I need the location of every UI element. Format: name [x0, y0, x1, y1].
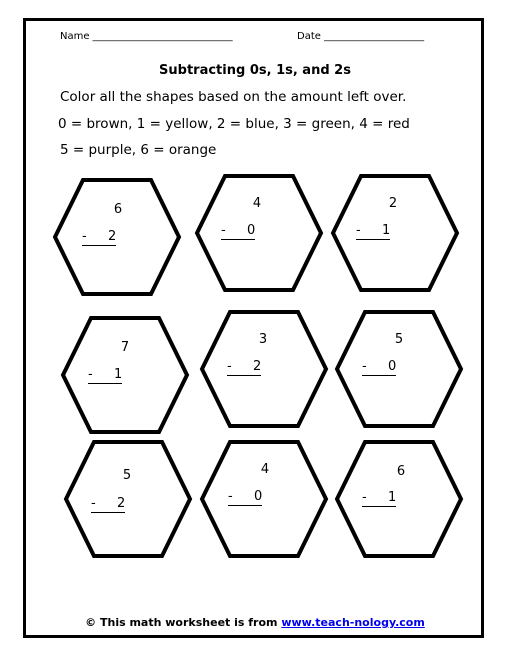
footer-text: © This math worksheet is from	[85, 616, 282, 629]
minus-sign: -	[362, 359, 367, 374]
minus-sign: -	[82, 229, 87, 244]
hexagon-shape	[330, 174, 460, 292]
subtrahend: 2	[108, 229, 117, 244]
hexagon-shape	[60, 316, 190, 434]
instructions: Color all the shapes based on the amount left over.	[60, 89, 407, 105]
hexagon-shape	[334, 310, 464, 428]
hexagon-problem	[63, 440, 193, 558]
hexagon-problem	[334, 310, 464, 428]
subtrahend-row	[88, 368, 122, 384]
hexagon-shape	[52, 178, 182, 296]
minus-sign: -	[88, 367, 93, 382]
hexagon-problem	[194, 174, 324, 292]
subtrahend-row	[82, 230, 116, 246]
hexagon-shape	[199, 310, 329, 428]
minus-sign: -	[228, 489, 233, 504]
hexagon-problem	[334, 440, 464, 558]
name-field-label: Name ____________________________	[60, 31, 233, 42]
minuend: 6	[113, 202, 123, 217]
subtrahend-row	[362, 360, 396, 376]
worksheet-title: Subtracting 0s, 1s, and 2s	[159, 63, 351, 78]
hexagon-shape	[194, 174, 324, 292]
subtrahend: 2	[253, 359, 262, 374]
footer-link[interactable]: www.teach-nology.com	[281, 616, 425, 629]
hexagon-shape	[63, 440, 193, 558]
hexagon-problem	[52, 178, 182, 296]
subtrahend-row	[356, 224, 390, 240]
hexagon-shape	[199, 440, 329, 558]
subtrahend: 1	[114, 367, 123, 382]
minus-sign: -	[356, 223, 361, 238]
subtrahend: 2	[117, 496, 126, 511]
subtrahend-row	[228, 490, 262, 506]
hexagon-problem	[60, 316, 190, 434]
minuend: 2	[388, 196, 398, 211]
footer-credit	[0, 616, 510, 629]
subtrahend: 0	[254, 489, 263, 504]
minuend: 6	[396, 464, 406, 479]
subtrahend-row	[91, 497, 125, 513]
minuend: 5	[394, 332, 404, 347]
subtrahend-row	[227, 360, 261, 376]
subtrahend: 0	[247, 223, 256, 238]
minuend: 4	[260, 462, 270, 477]
minus-sign: -	[227, 359, 232, 374]
minus-sign: -	[91, 496, 96, 511]
minus-sign: -	[362, 490, 367, 505]
subtrahend: 1	[382, 223, 391, 238]
minuend: 5	[122, 468, 132, 483]
subtrahend-row	[362, 491, 396, 507]
subtrahend: 1	[388, 490, 397, 505]
minuend: 4	[252, 196, 262, 211]
date-field-label: Date ____________________	[297, 31, 425, 42]
subtrahend: 0	[388, 359, 397, 374]
minuend: 7	[120, 340, 130, 355]
hexagon-problem	[199, 310, 329, 428]
hexagon-problem	[199, 440, 329, 558]
hexagon-shape	[334, 440, 464, 558]
color-key-line-2: 5 = purple, 6 = orange	[60, 142, 217, 158]
color-key-line-1: 0 = brown, 1 = yellow, 2 = blue, 3 = green, 4 = red	[58, 116, 410, 132]
hexagon-problem	[330, 174, 460, 292]
subtrahend-row	[221, 224, 255, 240]
minus-sign: -	[221, 223, 226, 238]
minuend: 3	[258, 332, 268, 347]
